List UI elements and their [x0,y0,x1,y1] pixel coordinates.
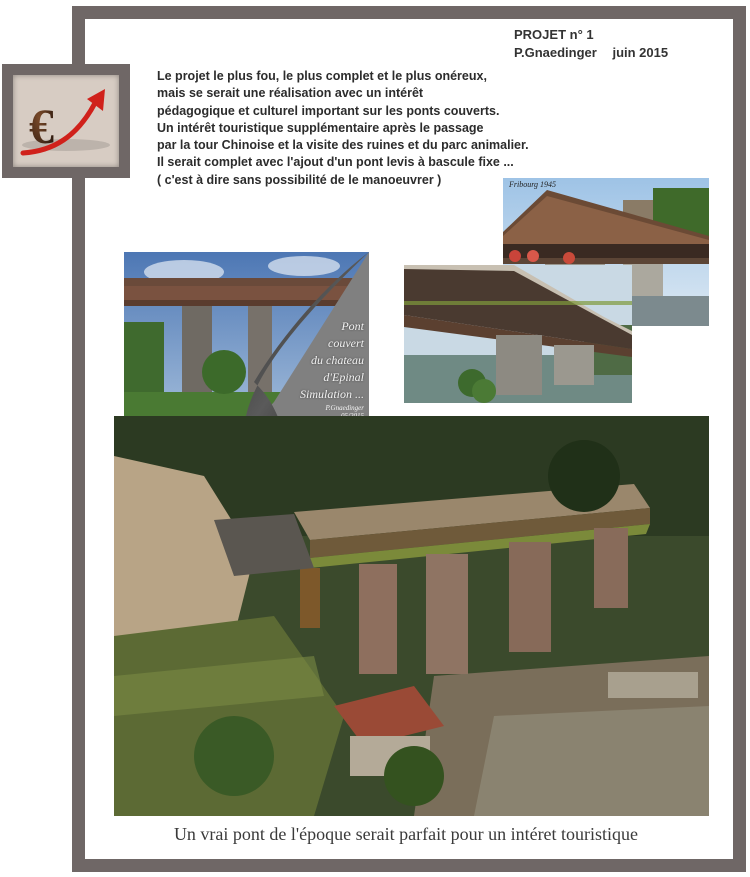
intro-line: Le projet le plus fou, le plus complet et le plus onéreux, [157,69,487,83]
signature-line: P.Gnaedinger [325,404,364,412]
simulation-label-line: Simulation ... [299,387,364,401]
project-header [514,26,668,62]
svg-text:€: € [29,98,54,154]
photo-covered-bridge-river [404,265,632,403]
project-number: PROJET n° 1 [514,27,594,42]
author-name: P.Gnaedinger [514,45,597,60]
simulation-label-line: du chateau [311,353,364,367]
project-date: juin 2015 [612,45,669,60]
caption: Un vrai pont de l'époque serait parfait pour un intéret touristique [173,824,639,844]
intro-line: par la tour Chinoise et la visite des ruines et du parc animalier. [157,138,529,153]
euro-growth-icon [13,75,119,167]
intro-line: pédagogique et culturel important sur les ponts couverts. [157,103,500,118]
simulation-label [274,318,364,403]
author-line [514,44,668,62]
photo-label: Fribourg 1945 [509,180,557,189]
photo-aerial-bridge [114,416,709,816]
intro-line: Il serait complet avec l'ajout d'un pont levis à bascule fixe ... [157,155,514,170]
simulation-label-line: Pont [341,319,364,333]
intro-line: Un intérêt touristique supplémentaire après le passage [157,120,484,135]
intro-line: mais se serait une réalisation avec un intérêt [157,86,424,101]
intro-line: ( c'est à dire sans possibilité de le manoeuvrer ) [157,172,442,187]
simulation-label-line: couvert [328,336,364,350]
photo-simulation-epinal [124,252,369,434]
euro-badge [2,64,130,178]
simulation-label-line: d'Epinal [323,370,364,384]
intro-text [157,68,577,189]
